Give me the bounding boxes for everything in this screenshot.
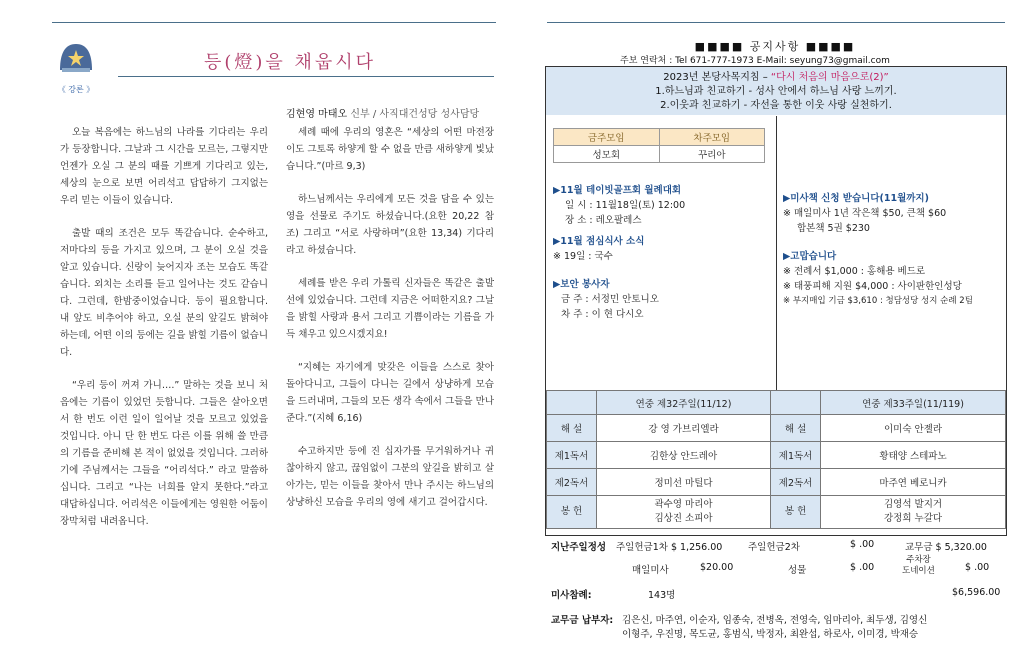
volunteer-this-week: 금 주 : 서정민 안토니오	[561, 294, 659, 305]
donors-line-2: 이형주, 우진명, 목도균, 홍범식, 박정자, 최완섭, 하로사, 이미경, 박재승	[622, 629, 919, 640]
role-label: 제1독서	[547, 442, 597, 469]
golf-heading: ▶11월 테이빗골프회 월례대회	[553, 185, 682, 196]
sermon-author	[286, 105, 506, 120]
total-amount: $6,596.00	[952, 587, 1001, 598]
paragraph: “우리 등이 꺼져 가니….” 말하는 것을 보니 처음에는 기름이 있었던 듯합니다. 그들은 살아오면서 한 번도 이런 일이 일어날 것을 모르고 있었을 것입니다. 아니 단 한 번도 다른 이를 위해 쓸 만큼의 기름을 준비해 본 적이 없었을 것입니다. 그러하기에 주님께서는 그들을 “어리석다.” 라고 말씀하십니다. 그리고 “나는 너희를 알지 못한다.”라고 대답하십니다. 어리석은 이들에게는 영원한 어둠이 장막처럼 내려옵니다.	[60, 380, 268, 527]
paragraph: 세례 때에 우리의 영혼은 “세상의 어떤 마전장이도 그토록 하얗게 할 수 없을 만큼 새하얗게 빛났습니다.”(마르 9,3)	[286, 127, 494, 172]
sermon-column-2	[286, 124, 494, 527]
role-person: 황태양 스테파노	[821, 442, 1006, 469]
role-person: 강 영 가브리엘라	[597, 415, 771, 442]
sermon-column-1	[60, 124, 268, 546]
dues-total: 교무금 $ 5,320.00	[905, 542, 987, 553]
sermon-title: 등(燈)을 채웁시다	[203, 52, 377, 73]
attendance-label: 미사참례:	[551, 590, 592, 601]
paragraph: “지혜는 자기에게 맞갖은 이들을 스스로 찾아 돌아다니고, 그들이 다니는 길에서 상냥하게 모습을 드러내며, 그들의 모든 생각 속에서 그들을 만나 준다.”(지혜 6,16)	[286, 362, 494, 424]
role-person: 곽수영 마리아 김상진 소피아	[597, 496, 771, 529]
thanks-notice	[783, 249, 1005, 309]
volunteer-notice	[553, 277, 773, 322]
attendance-count: 143명	[648, 590, 676, 601]
goods-value: $ .00	[850, 562, 875, 573]
role-person: 이미숙 안젤라	[821, 415, 1006, 442]
offering-2-value: $ .00	[850, 539, 875, 550]
golf-date: 일 시 : 11월18일(토) 12:00	[565, 200, 686, 211]
column-divider	[776, 116, 777, 390]
paragraph: 하느님께서는 우리에게 모든 것을 담을 수 있는 영을 선물로 주기도 하셨습니다.(요한 20,22 참조) 그리고 “서로 사랑하며”(요한 13,34) 기다리라고 하셨습니다.	[286, 194, 494, 256]
logo-label: 《 강론 》	[57, 85, 95, 94]
meeting-this-week: 성모회	[554, 146, 660, 163]
banner-line-2: 1.하느님과 친교하기 - 성사 안에서 하느님 사랑 느끼기.	[655, 86, 897, 97]
parking-label: 주차장 도네이션	[902, 555, 935, 576]
thanks-line: ※ 부지매입 기금 $3,610 : 청담성당 성지 순례 2팀	[783, 296, 973, 306]
paragraph: 수고하지만 등에 진 십자가를 무거워하거나 귀찮아하지 않고, 끊임없이 그분의 앞길을 밝히고 살아가는, 믿는 이들을 찾아서 만나 주시는 하느님의 상냥하신 모습을 우리의 영에 새기고 걸어갑시다.	[286, 446, 494, 508]
meeting-next-week: 꾸리아	[659, 146, 765, 163]
goods-label: 성물	[788, 565, 807, 576]
golf-notice	[553, 183, 773, 228]
role-label: 제2독서	[771, 469, 821, 496]
paragraph: 출발 때의 조건은 모두 똑같습니다. 순수하고, 저마다의 등을 가지고 있으며, 그 분이 오실 것을 알고 있습니다. 신랑이 늦어지자 조는 모습도 똑같습니다. 외치는 소리를 듣고 일어나는 것도 같습니다. 그런데, 한밤중이었습니다. 등이 필요합니다. 내 앞도 비추어야 하고, 오실 분의 앞길도 밝혀야 하는데, 어떤 이의 등에는 길을 밝힐 기름이 없습니다.	[60, 228, 268, 358]
paragraph: 세례를 받은 우리 가톨릭 신자들은 똑같은 출발선에 있었습니다. 그런데 지금은 어떠한지요? 그날을 밝힐 사랑과 용서 그리고 기쁨이라는 기름을 가득 채우고 있으시겠지요!	[286, 278, 494, 340]
author-name: 김현영 마태오	[286, 109, 348, 120]
thanks-heading: ▶고맙습니다	[783, 251, 837, 262]
meeting-header-next-week: 차주모임	[659, 129, 765, 146]
role-label: 제1독서	[771, 442, 821, 469]
finance-label: 지난주일정성	[551, 542, 607, 553]
thanks-line: ※ 태풍피해 지원 $4,000 : 사이판한인성당	[783, 281, 962, 292]
golf-place: 장 소 : 레오팔레스	[565, 215, 642, 226]
sermon-logo	[56, 40, 96, 94]
week-header-32: 연중 제32주일(11/12)	[597, 391, 771, 415]
donors-label: 교무금 납부자:	[551, 615, 614, 626]
missal-notice	[783, 191, 1005, 236]
parking-value: $ .00	[965, 562, 990, 573]
week-header-33: 연중 제33주일(11/119)	[821, 391, 1006, 415]
notice-title: ■■■■ 공지사항 ■■■■	[694, 40, 856, 53]
missal-price: ※ 매일미사 1년 작은책 $50, 큰책 $60	[783, 208, 947, 219]
role-person: 정미선 마틸다	[597, 469, 771, 496]
volunteer-next-week: 차 주 : 이 현 다시오	[561, 309, 644, 320]
offering-1: 주일헌금1차 $ 1,256.00	[616, 542, 723, 553]
role-label: 봉 헌	[771, 496, 821, 529]
role-label: 봉 헌	[547, 496, 597, 529]
meetings-table	[553, 128, 765, 163]
meeting-header-this-week: 금주모임	[554, 129, 660, 146]
title-rule	[118, 76, 494, 77]
banner-prefix: 2023년 본당사목지침 –	[663, 72, 771, 83]
missal-heading: ▶미사책 신청 받습니다(11월까지)	[783, 193, 929, 204]
author-role: 신부 / 사직대건성당 성사담당	[350, 109, 480, 120]
lunch-detail: ※ 19일 : 국수	[553, 251, 613, 262]
contact-line: 주보 연락처 : Tel 671-777-1973 E-Mail: seyung73@gmail.com	[620, 56, 890, 66]
top-rule-left	[52, 22, 496, 23]
role-label: 해 설	[547, 415, 597, 442]
paragraph: 오늘 복음에는 하느님의 나라를 기다리는 우리가 등장합니다. 그날과 그 시간을 모르는, 그렇지만 언젠가 오실 그 분의 때를 기쁘게 기다리고 있는, 세상의 눈으로 보면 어리석고 답답하기 그지없는 우리 믿는 이들이 있습니다.	[60, 127, 268, 206]
daily-mass-label: 매일미사	[632, 565, 669, 576]
banner-line-3: 2.이웃과 친교하기 - 자선을 통한 이웃 사랑 실천하기.	[660, 100, 892, 111]
daily-mass-value: $20.00	[700, 562, 734, 573]
role-person: 김한상 안드레아	[597, 442, 771, 469]
liturgy-schedule-table	[546, 390, 1006, 529]
top-rule-right	[547, 22, 1005, 23]
role-person: 마주연 베로니카	[821, 469, 1006, 496]
missal-bundle: 합본책 5권 $230	[797, 223, 870, 234]
donors-line-1: 김은신, 마주연, 이순자, 임종숙, 전병옥, 전영숙, 임마리아, 최두생, 김영신	[622, 615, 928, 626]
role-label: 해 설	[771, 415, 821, 442]
thanks-line: ※ 전례서 $1,000 : 홍해용 베드로	[783, 266, 926, 277]
banner-motto: “다시 처음의 마음으로(2)”	[770, 72, 889, 83]
lunch-notice	[553, 234, 773, 264]
volunteer-heading: ▶보안 봉사자	[553, 279, 610, 290]
lunch-heading: ▶11월 점심식사 소식	[553, 236, 645, 247]
pastoral-banner	[546, 67, 1006, 115]
role-label: 제2독서	[547, 469, 597, 496]
offering-2-label: 주일헌금2차	[748, 542, 800, 553]
role-person: 김영석 발지거 강정희 누갈다	[821, 496, 1006, 529]
